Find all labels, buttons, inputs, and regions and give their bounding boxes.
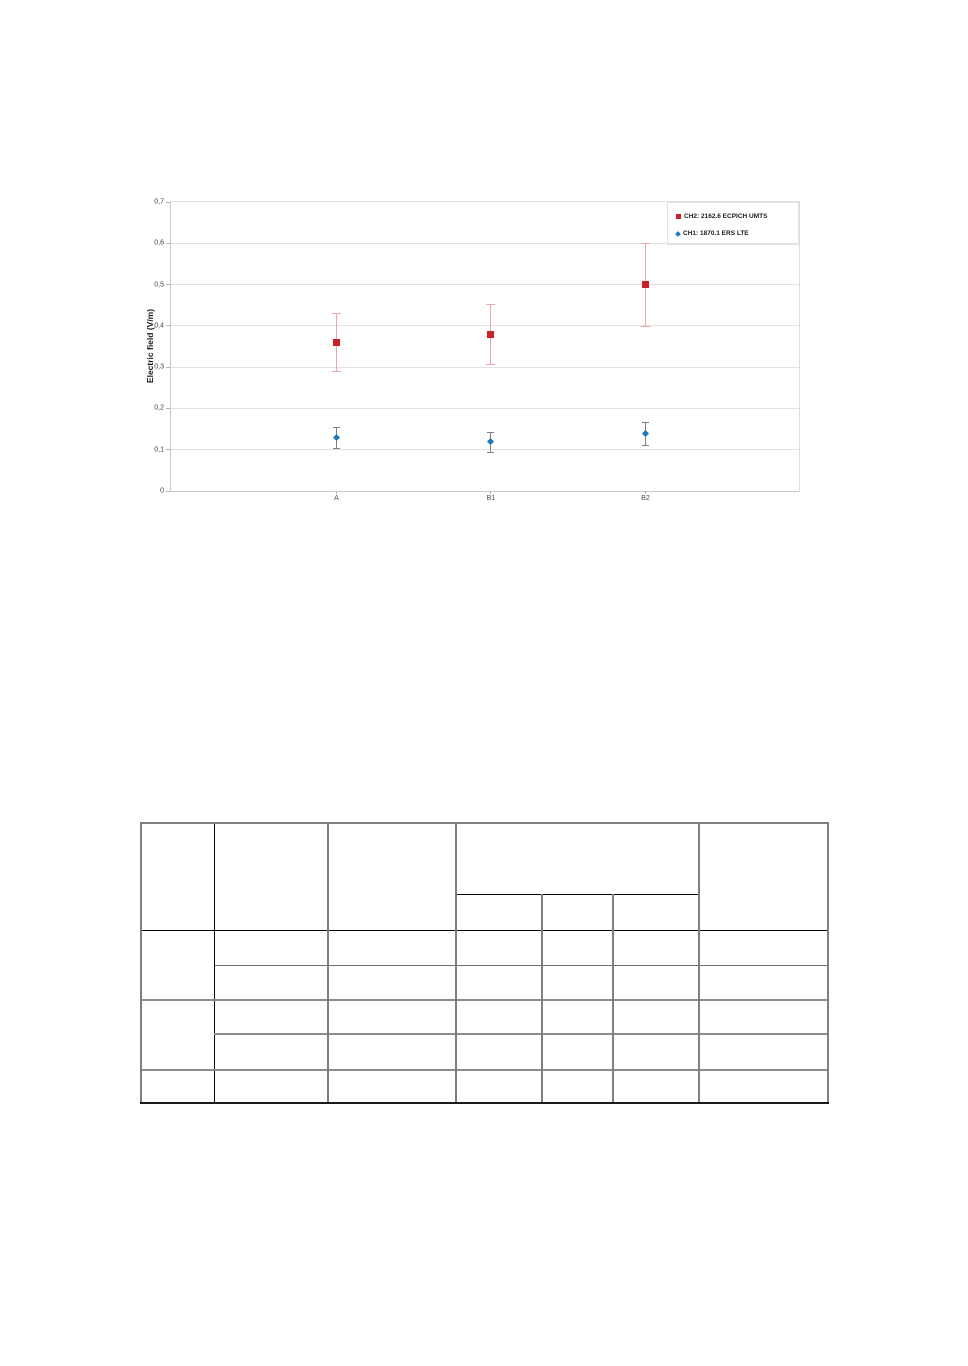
table-cell	[613, 894, 699, 930]
y-axis-tick-label: 0,2	[154, 404, 164, 412]
table-cell	[456, 1000, 542, 1034]
error-bar-cap	[487, 452, 494, 453]
table-cell	[613, 965, 699, 1000]
legend-label: CH1: 1870.1 ERS LTE	[683, 230, 749, 237]
data-point-diamond	[333, 434, 340, 441]
gridline	[171, 408, 799, 409]
empty-data-table	[140, 822, 829, 1104]
y-axis-tick-label: 0,7	[154, 198, 164, 206]
table-cell	[613, 1000, 699, 1034]
chart-legend	[667, 202, 799, 245]
table-cell	[328, 930, 456, 965]
table-cell	[328, 1070, 456, 1103]
table-cell	[542, 894, 613, 930]
table-cell	[542, 1070, 613, 1103]
table-row	[141, 1070, 828, 1103]
x-axis-category-label: B2	[641, 495, 650, 502]
table-row	[141, 930, 828, 965]
table-cell	[542, 1000, 613, 1034]
table-cell	[542, 965, 613, 1000]
table-cell	[328, 1034, 456, 1070]
plot-area	[154, 198, 800, 502]
table-cell	[699, 965, 828, 1000]
y-axis-tick-label: 0,1	[154, 446, 164, 454]
table-cell	[141, 1000, 214, 1070]
error-bar-cap	[641, 243, 650, 244]
data-point-square	[333, 339, 340, 346]
table-cell	[699, 823, 828, 930]
table-cell	[613, 1070, 699, 1103]
table-cell	[699, 1070, 828, 1103]
gridline	[171, 284, 799, 285]
gridline	[171, 243, 799, 244]
gridline	[171, 449, 799, 450]
table-row	[141, 965, 828, 1000]
table-cell	[214, 965, 328, 1000]
error-bar-cap	[642, 445, 649, 446]
table-cell	[456, 930, 542, 965]
table-cell	[699, 1000, 828, 1034]
table-cell	[214, 930, 328, 965]
data-point-diamond	[642, 430, 649, 437]
y-axis-tick	[166, 367, 170, 368]
error-bar-cap	[332, 371, 341, 372]
table-cell	[699, 1034, 828, 1070]
legend-label: CH2: 2162.6 ECPICH UMTS	[684, 213, 768, 220]
table-row	[141, 1034, 828, 1070]
table-header-row	[141, 823, 828, 894]
data-point-square	[487, 331, 494, 338]
table-cell	[456, 1034, 542, 1070]
y-axis-tick	[166, 202, 170, 203]
table-cell	[141, 823, 214, 930]
y-axis-tick	[166, 284, 170, 285]
error-bar-cap	[486, 364, 495, 365]
y-axis-tick-label: 0	[160, 487, 164, 495]
data-point-square	[642, 281, 649, 288]
legend-item	[676, 208, 798, 225]
table-cell	[328, 1000, 456, 1034]
legend-item	[676, 225, 798, 242]
y-axis-tick	[166, 408, 170, 409]
error-bar-chart	[0, 0, 968, 540]
table-cell	[699, 930, 828, 965]
y-axis-tick	[166, 449, 170, 450]
error-bar-cap	[332, 313, 341, 314]
table-cell	[214, 823, 328, 930]
error-bar-cap	[487, 432, 494, 433]
y-axis-tick-label: 0,6	[154, 239, 164, 247]
table-row	[141, 1000, 828, 1034]
y-axis-tick	[166, 491, 170, 492]
error-bar-cap	[486, 304, 495, 305]
table-cell	[141, 1070, 214, 1103]
y-axis-tick-label: 0,5	[154, 281, 164, 289]
table-cell	[456, 1070, 542, 1103]
table-group-header-cell	[456, 823, 699, 894]
table-cell	[456, 965, 542, 1000]
table-cell	[328, 965, 456, 1000]
y-axis-tick-label: 0,3	[154, 363, 164, 371]
table-cell	[456, 894, 542, 930]
y-axis-tick	[166, 243, 170, 244]
table-cell	[542, 1034, 613, 1070]
table-cell	[141, 930, 214, 1000]
gridline	[171, 367, 799, 368]
data-point-diamond	[487, 438, 494, 445]
x-axis-tick	[490, 491, 491, 494]
y-axis-tick-label: 0,4	[154, 322, 164, 330]
error-bar-cap	[333, 427, 340, 428]
error-bar-cap	[642, 422, 649, 423]
y-axis-title: Electric field (V/m)	[145, 308, 155, 384]
table-cell	[542, 930, 613, 965]
x-axis-tick	[336, 491, 337, 494]
table-cell	[214, 1070, 328, 1103]
y-axis-tick	[166, 325, 170, 326]
x-axis-tick	[645, 491, 646, 494]
table-cell	[613, 930, 699, 965]
table-cell	[328, 823, 456, 930]
error-bar-cap	[333, 448, 340, 449]
x-axis-category-label: B1	[486, 495, 496, 502]
error-bar-cap	[641, 326, 650, 327]
x-axis-category-label: A	[334, 495, 339, 502]
gridline	[171, 325, 799, 326]
legend-diamond-marker-icon	[675, 231, 681, 237]
table-cell	[214, 1000, 328, 1034]
table-cell	[214, 1034, 328, 1070]
table-cell	[613, 1034, 699, 1070]
legend-square-marker-icon	[676, 214, 681, 219]
